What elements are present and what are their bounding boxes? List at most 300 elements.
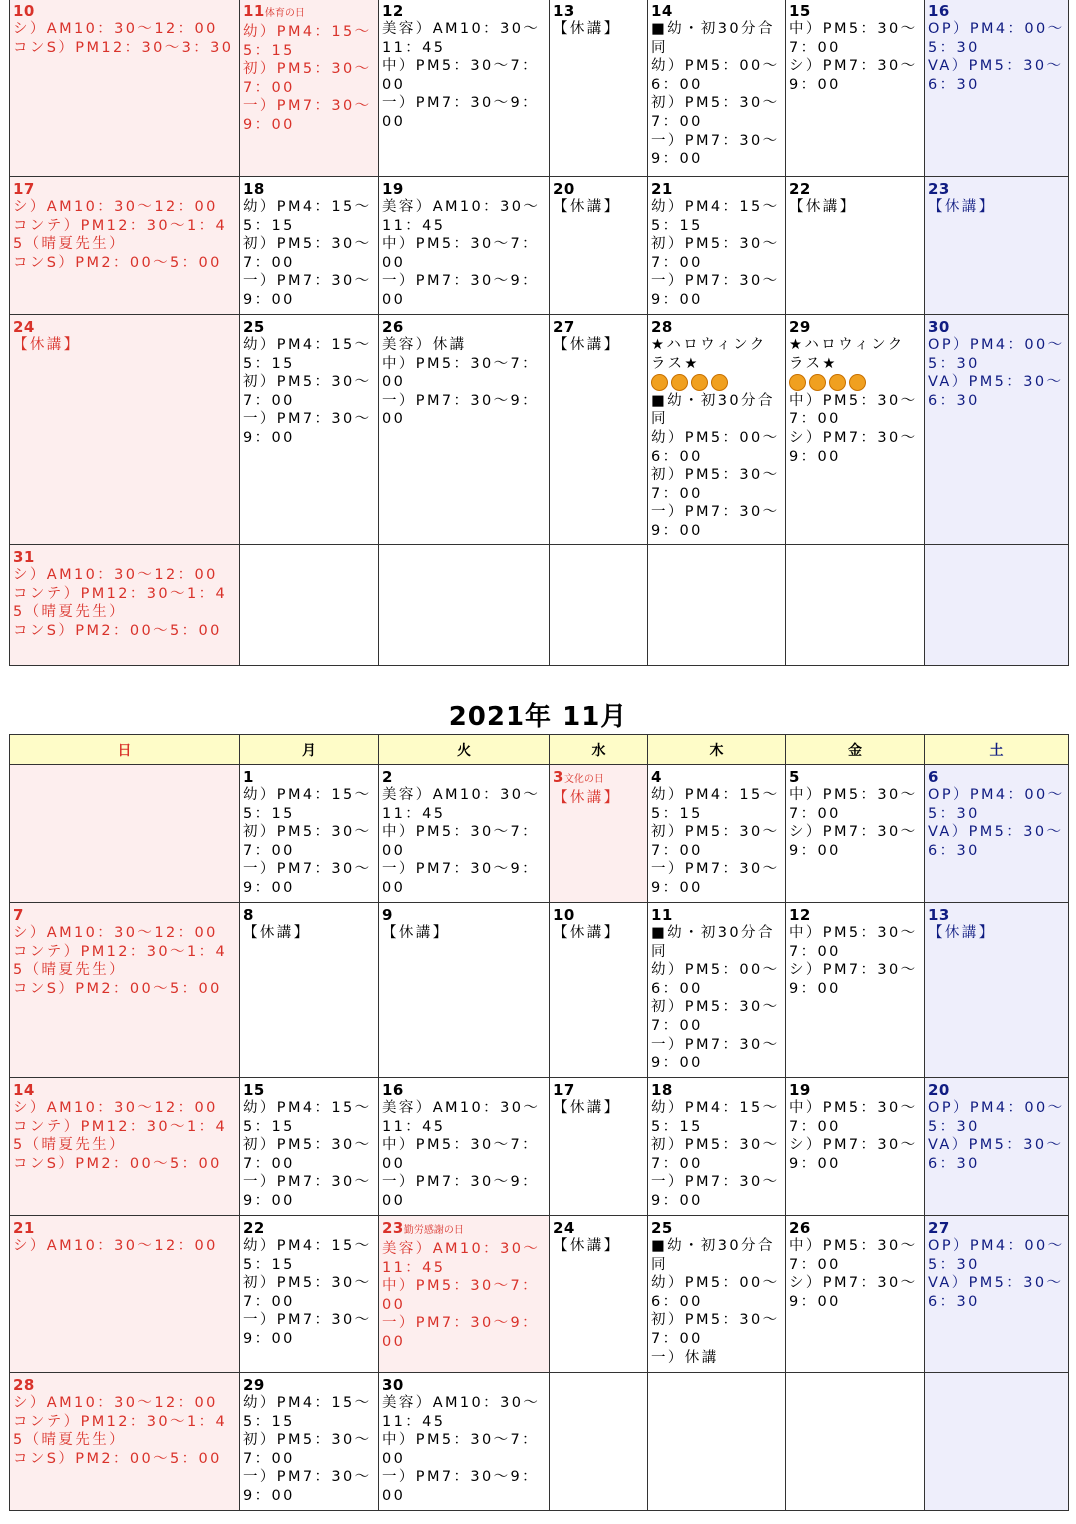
schedule-entry: OP）PM4：00〜5：30 bbox=[928, 1100, 1065, 1135]
day-number-text: 19 bbox=[382, 180, 404, 198]
schedule-entry: シ）AM10：30〜12：00 bbox=[13, 199, 218, 215]
day-cell bbox=[648, 765, 786, 903]
day-cell bbox=[240, 903, 379, 1078]
holiday-name: 体育の日 bbox=[264, 8, 305, 19]
schedule-entry: コンテ）PM12：30〜1：45（晴夏先生） bbox=[13, 1413, 228, 1449]
day-cell bbox=[240, 177, 379, 315]
day-number bbox=[553, 1219, 644, 1237]
day-number-text: 14 bbox=[651, 2, 673, 20]
day-cell bbox=[240, 315, 379, 545]
empty-day-cell bbox=[648, 545, 786, 666]
day-number bbox=[13, 318, 236, 336]
schedule-entry: シ）PM7：30〜9：00 bbox=[789, 58, 918, 93]
schedule-entry: 幼）PM4：15〜5：15 bbox=[243, 1395, 372, 1430]
day-cell bbox=[10, 545, 240, 666]
schedule-entry: VA）PM5：30〜6：30 bbox=[928, 1137, 1064, 1172]
day-number bbox=[13, 1081, 236, 1099]
pumpkin-icon bbox=[809, 374, 826, 391]
schedule-entry: 幼）PM5：00〜6：00 bbox=[651, 429, 780, 465]
day-number-text: 15 bbox=[243, 1081, 265, 1099]
schedule-entry: 一）PM7：30〜9：00 bbox=[651, 861, 780, 896]
day-number-text: 17 bbox=[553, 1081, 575, 1099]
day-number bbox=[789, 1219, 921, 1237]
day-number bbox=[553, 2, 644, 20]
schedule-entry: 美容）AM10：30〜11：45 bbox=[382, 787, 541, 822]
day-number bbox=[382, 768, 546, 786]
schedule-entry: 幼）PM4：15〜5：15 bbox=[243, 1238, 372, 1273]
schedule-entry: コンS）PM2：00〜5：00 bbox=[13, 1450, 222, 1467]
schedule-entry: コンS）PM2：00〜5：00 bbox=[13, 622, 222, 639]
schedule-entry: ★ハロウィンクラス★ bbox=[789, 337, 905, 372]
schedule-entry: 一）PM7：30〜9：00 bbox=[651, 132, 780, 168]
day-number bbox=[651, 180, 782, 198]
schedule-entry: 美容）AM10：30〜11：45 bbox=[382, 1241, 541, 1276]
schedule-entry: 中）PM5：30〜7：00 bbox=[382, 355, 540, 391]
day-number bbox=[243, 180, 375, 198]
calendar-week bbox=[10, 765, 1069, 903]
day-cell bbox=[786, 0, 925, 177]
day-cell bbox=[925, 903, 1069, 1078]
weekday-fri: 金 bbox=[786, 735, 925, 765]
day-number bbox=[928, 1081, 1065, 1099]
day-number bbox=[789, 768, 921, 786]
day-number bbox=[243, 1376, 375, 1394]
weekday-tue: 火 bbox=[379, 735, 550, 765]
day-cell bbox=[550, 903, 648, 1078]
weekday-sat: 土 bbox=[925, 735, 1069, 765]
schedule-entry: 初）PM5：30〜7：00 bbox=[243, 1432, 372, 1467]
day-cell bbox=[648, 1216, 786, 1373]
day-number-text: 28 bbox=[651, 318, 673, 336]
day-cell bbox=[648, 903, 786, 1078]
schedule-entry: 一）PM7：30〜9：00 bbox=[651, 1174, 780, 1209]
day-number bbox=[789, 1081, 921, 1099]
schedule-entry: 初）PM5：30〜7：00 bbox=[243, 61, 372, 96]
schedule-entry: 中）PM5：30〜7：00 bbox=[382, 58, 540, 93]
schedule-entry: 一）PM7：30〜9：00 bbox=[243, 1469, 372, 1504]
schedule-entry: 中）PM5：30〜7：00 bbox=[382, 824, 540, 859]
day-cell bbox=[10, 1216, 240, 1373]
day-cell bbox=[648, 0, 786, 177]
schedule-entry: 中）PM5：30〜7：00 bbox=[789, 392, 918, 428]
schedule-entry: 【休講】 bbox=[553, 337, 621, 353]
day-number bbox=[382, 1376, 546, 1394]
day-cell bbox=[379, 1373, 550, 1511]
day-cell bbox=[925, 315, 1069, 545]
day-number-text: 14 bbox=[13, 1081, 35, 1099]
schedule-entry: 初）PM5：30〜7：00 bbox=[651, 1312, 780, 1347]
day-cell bbox=[550, 1216, 648, 1373]
schedule-entry: 幼）PM4：15〜5：15 bbox=[651, 199, 780, 234]
day-cell bbox=[379, 177, 550, 315]
day-number bbox=[651, 1081, 782, 1099]
calendar-week bbox=[10, 1373, 1069, 1511]
day-number bbox=[928, 2, 1065, 20]
day-number-text: 20 bbox=[553, 180, 575, 198]
calendar-week bbox=[10, 545, 1069, 666]
day-number-text: 27 bbox=[928, 1219, 950, 1237]
day-cell bbox=[786, 1078, 925, 1216]
day-cell bbox=[648, 177, 786, 315]
day-cell bbox=[240, 0, 379, 177]
schedule-entry: コンS）PM2：00〜5：00 bbox=[13, 254, 222, 271]
pumpkin-icon bbox=[789, 374, 806, 391]
schedule-entry: 中）PM5：30〜7：00 bbox=[382, 1432, 540, 1467]
day-cell bbox=[379, 315, 550, 545]
day-number-text: 10 bbox=[553, 906, 575, 924]
schedule-entry: 初）PM5：30〜7：00 bbox=[243, 1137, 372, 1172]
day-cell bbox=[786, 1216, 925, 1373]
pumpkin-row bbox=[789, 373, 921, 392]
day-number bbox=[382, 1081, 546, 1099]
schedule-entry: シ）AM10：30〜12：00 bbox=[13, 1395, 218, 1411]
schedule-entry: VA）PM5：30〜6：30 bbox=[928, 824, 1064, 859]
schedule-entry: ■幼・初30分合同 bbox=[651, 392, 775, 428]
day-cell bbox=[10, 903, 240, 1078]
day-number-text: 25 bbox=[243, 318, 265, 336]
schedule-entry: 一）PM7：30〜9：00 bbox=[382, 392, 540, 428]
day-number-text: 29 bbox=[243, 1376, 265, 1394]
schedule-entry: シ）AM10：30〜12：00 bbox=[13, 21, 218, 37]
day-number-text: 18 bbox=[243, 180, 265, 198]
calendar-week bbox=[10, 177, 1069, 315]
schedule-entry: 中）PM5：30〜7：00 bbox=[789, 787, 918, 822]
day-number-text: 16 bbox=[928, 2, 950, 20]
schedule-entry: VA）PM5：30〜6：30 bbox=[928, 58, 1064, 93]
schedule-entry: 一）PM7：30〜9：00 bbox=[243, 273, 372, 308]
day-number-text: 15 bbox=[789, 2, 811, 20]
day-number bbox=[382, 318, 546, 336]
day-number-text: 13 bbox=[928, 906, 950, 924]
schedule-entry: 幼）PM4：15〜5：15 bbox=[243, 337, 372, 372]
schedule-entry: 一）PM7：30〜9：00 bbox=[243, 411, 372, 446]
day-cell bbox=[240, 1216, 379, 1373]
empty-day-cell bbox=[786, 545, 925, 666]
october-calendar bbox=[9, 0, 1069, 666]
empty-day-cell bbox=[925, 1373, 1069, 1511]
schedule-entry: 【休講】 bbox=[928, 199, 996, 215]
empty-day-cell bbox=[379, 545, 550, 666]
schedule-entry: 中）PM5：30〜7：00 bbox=[382, 1278, 540, 1313]
day-number-text: 30 bbox=[382, 1376, 404, 1394]
day-number-text: 29 bbox=[789, 318, 811, 336]
schedule-entry: 一）PM7：30〜9：00 bbox=[651, 1036, 780, 1072]
day-number-text: 18 bbox=[651, 1081, 673, 1099]
schedule-entry: シ）PM7：30〜9：00 bbox=[789, 1137, 918, 1172]
schedule-entry: コンS）PM12：30〜3：30 bbox=[13, 39, 234, 56]
holiday-name: 文化の日 bbox=[563, 774, 604, 785]
schedule-entry: 中）PM5：30〜7：00 bbox=[382, 1137, 540, 1172]
schedule-entry: 中）PM5：30〜7：00 bbox=[789, 1238, 918, 1273]
day-number bbox=[13, 180, 236, 198]
day-number bbox=[382, 1219, 546, 1240]
day-number-text: 26 bbox=[789, 1219, 811, 1237]
day-number bbox=[13, 2, 236, 20]
schedule-entry: 幼）PM4：15〜5：15 bbox=[651, 787, 780, 822]
day-cell bbox=[10, 315, 240, 545]
schedule-entry: 一）PM7：30〜9：00 bbox=[382, 95, 540, 130]
schedule-entry: 【休講】 bbox=[553, 1238, 621, 1254]
empty-day-cell bbox=[10, 765, 240, 903]
day-number-text: 5 bbox=[789, 768, 800, 786]
pumpkin-icon bbox=[849, 374, 866, 391]
day-number bbox=[651, 318, 782, 336]
schedule-entry: VA）PM5：30〜6：30 bbox=[928, 374, 1064, 409]
day-number-text: 21 bbox=[651, 180, 673, 198]
schedule-entry: 美容）AM10：30〜11：45 bbox=[382, 21, 541, 56]
day-number bbox=[928, 1219, 1065, 1237]
day-number-text: 23 bbox=[382, 1219, 404, 1237]
day-number-text: 25 bbox=[651, 1219, 673, 1237]
day-number-text: 24 bbox=[553, 1219, 575, 1237]
schedule-entry: 一）PM7：30〜9：00 bbox=[243, 98, 372, 133]
day-cell bbox=[379, 903, 550, 1078]
day-number bbox=[243, 2, 375, 23]
schedule-entry: 美容）休講 bbox=[382, 337, 467, 353]
pumpkin-icon bbox=[671, 374, 688, 391]
schedule-entry: 一）PM7：30〜9：00 bbox=[243, 861, 372, 896]
day-number-text: 2 bbox=[382, 768, 393, 786]
day-cell bbox=[240, 1078, 379, 1216]
day-number bbox=[382, 2, 546, 20]
day-number bbox=[928, 768, 1065, 786]
day-cell bbox=[379, 765, 550, 903]
pumpkin-row bbox=[651, 373, 782, 392]
day-number-text: 17 bbox=[13, 180, 35, 198]
day-number-text: 23 bbox=[928, 180, 950, 198]
day-number-text: 6 bbox=[928, 768, 939, 786]
empty-day-cell bbox=[648, 1373, 786, 1511]
empty-day-cell bbox=[925, 545, 1069, 666]
day-number bbox=[553, 906, 644, 924]
schedule-entry: 一）休講 bbox=[651, 1349, 719, 1366]
day-number-text: 9 bbox=[382, 906, 393, 924]
schedule-entry: 一）PM7：30〜9：00 bbox=[382, 861, 540, 896]
schedule-entry: コンテ）PM12：30〜1：45（晴夏先生） bbox=[13, 585, 228, 621]
schedule-entry: コンテ）PM12：30〜1：45（晴夏先生） bbox=[13, 217, 228, 253]
day-number bbox=[928, 906, 1065, 924]
day-number bbox=[243, 1081, 375, 1099]
schedule-entry: シ）AM10：30〜12：00 bbox=[13, 1238, 218, 1254]
schedule-entry: 初）PM5：30〜7：00 bbox=[243, 374, 372, 409]
day-number bbox=[789, 180, 921, 198]
day-cell bbox=[10, 1373, 240, 1511]
schedule-entry: ■幼・初30分合同 bbox=[651, 925, 775, 960]
schedule-entry: シ）AM10：30〜12：00 bbox=[13, 567, 218, 583]
day-cell bbox=[240, 1373, 379, 1511]
schedule-entry: コンテ）PM12：30〜1：45（晴夏先生） bbox=[13, 943, 228, 979]
schedule-entry: OP）PM4：00〜5：30 bbox=[928, 337, 1065, 372]
day-number bbox=[553, 318, 644, 336]
day-number bbox=[789, 906, 921, 924]
day-number bbox=[789, 318, 921, 336]
day-number bbox=[243, 768, 375, 786]
day-number bbox=[382, 180, 546, 198]
schedule-entry: 【休講】 bbox=[553, 1100, 621, 1116]
day-cell bbox=[240, 765, 379, 903]
weekday-mon: 月 bbox=[240, 735, 379, 765]
day-number bbox=[928, 318, 1065, 336]
weekday-header bbox=[10, 735, 1069, 765]
schedule-entry: 幼）PM5：00〜6：00 bbox=[651, 1275, 780, 1310]
day-number bbox=[553, 768, 644, 789]
day-number bbox=[13, 906, 236, 924]
month-title: 2021年 11月 bbox=[448, 702, 628, 732]
calendar-week bbox=[10, 0, 1069, 177]
november-calendar bbox=[9, 734, 1069, 1511]
day-number bbox=[553, 180, 644, 198]
schedule-entry: 一）PM7：30〜9：00 bbox=[651, 273, 780, 308]
holiday-name: 勤労感謝の日 bbox=[403, 1225, 464, 1236]
empty-day-cell bbox=[240, 545, 379, 666]
day-cell bbox=[550, 0, 648, 177]
schedule-entry: 一）PM7：30〜9：00 bbox=[651, 504, 780, 539]
day-number bbox=[13, 548, 236, 566]
schedule-entry: 【休講】 bbox=[553, 199, 621, 215]
empty-day-cell bbox=[786, 1373, 925, 1511]
schedule-entry: 一）PM7：30〜9：00 bbox=[382, 1469, 540, 1504]
schedule-entry: シ）AM10：30〜12：00 bbox=[13, 925, 218, 941]
schedule-entry: ■幼・初30分合同 bbox=[651, 1238, 775, 1273]
calendar-week bbox=[10, 1078, 1069, 1216]
schedule-entry: コンテ）PM12：30〜1：45（晴夏先生） bbox=[13, 1118, 228, 1154]
schedule-entry: 【休講】 bbox=[553, 790, 621, 806]
day-number-text: 26 bbox=[382, 318, 404, 336]
day-number-text: 31 bbox=[13, 548, 35, 566]
schedule-entry: 一）PM7：30〜9：00 bbox=[382, 1174, 540, 1209]
day-cell bbox=[10, 1078, 240, 1216]
day-number-text: 19 bbox=[789, 1081, 811, 1099]
weekday-sun: 日 bbox=[10, 735, 240, 765]
schedule-entry: 中）PM5：30〜7：00 bbox=[789, 21, 918, 56]
day-number-text: 20 bbox=[928, 1081, 950, 1099]
schedule-entry: シ）PM7：30〜9：00 bbox=[789, 1275, 918, 1310]
schedule-entry: 美容）AM10：30〜11：45 bbox=[382, 1100, 541, 1135]
schedule-entry: 幼）PM5：00〜6：00 bbox=[651, 962, 780, 997]
day-number-text: 28 bbox=[13, 1376, 35, 1394]
schedule-entry: 幼）PM4：15〜5：15 bbox=[243, 1100, 372, 1135]
day-cell bbox=[925, 1216, 1069, 1373]
schedule-entry: シ）PM7：30〜9：00 bbox=[789, 962, 918, 997]
schedule-entry: OP）PM4：00〜5：30 bbox=[928, 787, 1065, 822]
day-number-text: 22 bbox=[789, 180, 811, 198]
day-cell bbox=[550, 1078, 648, 1216]
day-number-text: 13 bbox=[553, 2, 575, 20]
schedule-entry: コンS）PM2：00〜5：00 bbox=[13, 1155, 222, 1172]
schedule-entry: 【休講】 bbox=[382, 925, 450, 941]
day-number bbox=[789, 2, 921, 20]
schedule-entry: 【休講】 bbox=[243, 925, 311, 941]
schedule-entry: 初）PM5：30〜7：00 bbox=[651, 95, 780, 130]
day-number bbox=[928, 180, 1065, 198]
schedule-entry: 初）PM5：30〜7：00 bbox=[243, 824, 372, 859]
day-cell bbox=[379, 1078, 550, 1216]
day-number-text: 3 bbox=[553, 768, 564, 786]
day-cell bbox=[786, 177, 925, 315]
day-number-text: 12 bbox=[789, 906, 811, 924]
schedule-entry: 初）PM5：30〜7：00 bbox=[651, 1137, 780, 1172]
pumpkin-icon bbox=[651, 374, 668, 391]
schedule-entry: 中）PM5：30〜7：00 bbox=[382, 236, 540, 271]
pumpkin-icon bbox=[691, 374, 708, 391]
day-cell bbox=[925, 177, 1069, 315]
day-cell bbox=[379, 0, 550, 177]
schedule-entry: OP）PM4：00〜5：30 bbox=[928, 21, 1065, 56]
empty-day-cell bbox=[550, 545, 648, 666]
day-number bbox=[13, 1219, 236, 1237]
schedule-entry: ★ハロウィンクラス★ bbox=[651, 337, 767, 372]
schedule-entry: 美容）AM10：30〜11：45 bbox=[382, 199, 541, 234]
weekday-thu: 木 bbox=[648, 735, 786, 765]
schedule-entry: 一）PM7：30〜9：00 bbox=[382, 1315, 540, 1350]
schedule-entry: 初）PM5：30〜7：00 bbox=[651, 467, 780, 502]
day-number-text: 8 bbox=[243, 906, 254, 924]
day-number bbox=[651, 1219, 782, 1237]
calendar-week bbox=[10, 903, 1069, 1078]
day-cell bbox=[550, 177, 648, 315]
schedule-entry: 美容）AM10：30〜11：45 bbox=[382, 1395, 541, 1430]
day-number bbox=[651, 2, 782, 20]
day-cell bbox=[550, 315, 648, 545]
schedule-entry: 中）PM5：30〜7：00 bbox=[789, 1100, 918, 1135]
day-number-text: 11 bbox=[651, 906, 673, 924]
schedule-entry: 初）PM5：30〜7：00 bbox=[651, 236, 780, 271]
schedule-entry: 中）PM5：30〜7：00 bbox=[789, 925, 918, 960]
day-number-text: 27 bbox=[553, 318, 575, 336]
weekday-wed: 水 bbox=[550, 735, 648, 765]
schedule-entry: 一）PM7：30〜9：00 bbox=[382, 273, 540, 308]
day-cell bbox=[925, 765, 1069, 903]
schedule-entry: 幼）PM4：15〜5：15 bbox=[243, 199, 372, 234]
schedule-entry: シ）PM7：30〜9：00 bbox=[789, 429, 918, 465]
day-number-text: 16 bbox=[382, 1081, 404, 1099]
day-cell bbox=[550, 765, 648, 903]
day-cell bbox=[925, 0, 1069, 177]
day-number bbox=[382, 906, 546, 924]
day-number-text: 12 bbox=[382, 2, 404, 20]
day-number bbox=[243, 1219, 375, 1237]
day-cell bbox=[648, 1078, 786, 1216]
schedule-entry: 【休講】 bbox=[928, 925, 996, 941]
schedule-entry: 初）PM5：30〜7：00 bbox=[651, 999, 780, 1034]
schedule-entry: 一）PM7：30〜9：00 bbox=[243, 1174, 372, 1209]
day-number-text: 7 bbox=[13, 906, 24, 924]
schedule-entry: シ）AM10：30〜12：00 bbox=[13, 1100, 218, 1116]
day-number-text: 1 bbox=[243, 768, 254, 786]
day-number bbox=[13, 1376, 236, 1394]
pumpkin-icon bbox=[829, 374, 846, 391]
schedule-entry: 【休講】 bbox=[553, 21, 621, 37]
schedule-entry: 【休講】 bbox=[789, 199, 857, 215]
schedule-entry: 初）PM5：30〜7：00 bbox=[243, 1275, 372, 1310]
day-number-text: 30 bbox=[928, 318, 950, 336]
day-number bbox=[651, 768, 782, 786]
day-number bbox=[651, 906, 782, 924]
empty-day-cell bbox=[550, 1373, 648, 1511]
schedule-entry: コンS）PM2：00〜5：00 bbox=[13, 980, 222, 997]
day-cell bbox=[786, 903, 925, 1078]
schedule-entry: 幼）PM4：15〜5：15 bbox=[243, 787, 372, 822]
schedule-entry: 幼）PM5：00〜6：00 bbox=[651, 58, 780, 93]
day-number-text: 11 bbox=[243, 2, 265, 20]
schedule-entry: 幼）PM4：15〜5：15 bbox=[243, 24, 372, 59]
day-number-text: 22 bbox=[243, 1219, 265, 1237]
day-cell bbox=[925, 1078, 1069, 1216]
day-cell bbox=[648, 315, 786, 545]
day-number-text: 21 bbox=[13, 1219, 35, 1237]
schedule-entry: ■幼・初30分合同 bbox=[651, 21, 775, 56]
day-cell bbox=[786, 765, 925, 903]
